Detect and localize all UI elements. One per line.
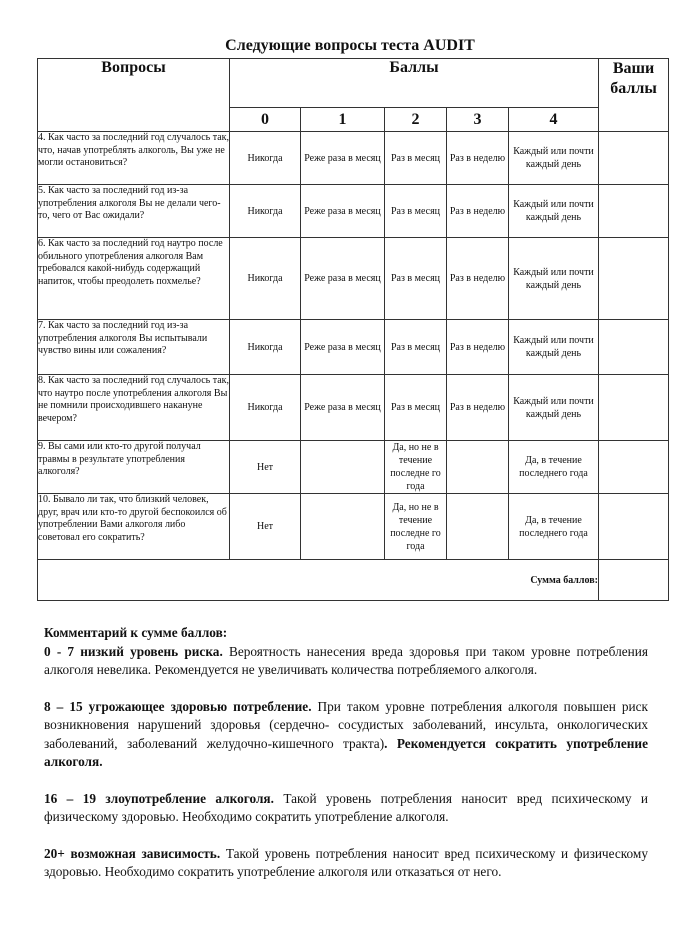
answer-cell: Реже раза в месяц — [301, 185, 385, 238]
answer-cell: Раз в неделю — [447, 185, 509, 238]
table-row — [38, 185, 669, 238]
score-header-3: 3 — [447, 108, 509, 132]
table-row — [38, 375, 669, 441]
comment-text: Такой уровень потребления наносит вред психическому и физическому здоровью. Необходимо сократить употребление алкоголя или отказаться от него. — [44, 845, 648, 879]
score-input-cell[interactable] — [599, 320, 669, 375]
question-cell: 4. Как часто за последний год случалось так, что, начав употреблять алкоголь, Вы уже не могли остановиться? — [38, 132, 230, 185]
table-row — [38, 238, 669, 320]
header-questions: Вопросы — [38, 59, 230, 132]
table-row — [38, 320, 669, 375]
score-input-cell[interactable] — [599, 441, 669, 494]
answer-cell: Да, в течение последнего года — [509, 494, 599, 560]
answer-cell: Каждый или почти каждый день — [509, 185, 599, 238]
comment-block-3 — [44, 845, 648, 882]
score-header-0: 0 — [230, 108, 301, 132]
audit-table — [37, 58, 669, 601]
sum-label: Сумма баллов: — [38, 560, 599, 601]
answer-cell: Каждый или почти каждый день — [509, 320, 599, 375]
answer-cell: Никогда — [230, 185, 301, 238]
comment-text: Вероятность нанесения вреда здоровья при таком уровне потребления алкоголя невелика. Рекомендуется не увеличивать количества потребляемого алкоголя. — [44, 643, 648, 677]
question-cell: 9. Вы сами или кто-то другой получал травмы в результате употребления алкоголя? — [38, 441, 230, 494]
table-row — [38, 441, 669, 494]
range-label: 8 – 15 угрожающее здоровью потребление. — [44, 698, 312, 714]
comment-text: При таком уровне потребления алкоголя повышен риск возникновения нарушений здоровья (сердечно- сосудистых заболеваний, инсульта, онкологических заболеваний, заболеваний желудочно-кишечного тракта) — [44, 698, 648, 751]
answer-cell — [447, 494, 509, 560]
answer-cell: Раз в месяц — [385, 375, 447, 441]
header-your-scores: Ваши баллы — [599, 59, 669, 132]
answer-cell — [301, 494, 385, 560]
comment-recommendation: . Рекомендуется сократить употребление алкоголя. — [44, 735, 648, 769]
answer-cell: Нет — [230, 494, 301, 560]
answer-cell: Каждый или почти каждый день — [509, 238, 599, 320]
answer-cell: Раз в месяц — [385, 185, 447, 238]
answer-cell: Раз в неделю — [447, 238, 509, 320]
answer-cell: Реже раза в месяц — [301, 238, 385, 320]
score-input-cell[interactable] — [599, 238, 669, 320]
comments-heading: Комментарий к сумме баллов: — [44, 625, 228, 640]
comment-block-1 — [44, 698, 648, 772]
score-input-cell[interactable] — [599, 375, 669, 441]
score-header-1: 1 — [301, 108, 385, 132]
sum-row — [38, 560, 669, 601]
answer-cell — [447, 441, 509, 494]
question-cell: 6. Как часто за последний год наутро после обильного употребления алкоголя Вам требовался какой-нибудь содержащий напиток, чтобы преодолеть похмелье? — [38, 238, 230, 320]
answer-cell: Раз в неделю — [447, 320, 509, 375]
answer-cell: Реже раза в месяц — [301, 320, 385, 375]
score-header-4: 4 — [509, 108, 599, 132]
answer-cell: Раз в неделю — [447, 375, 509, 441]
answer-cell: Реже раза в месяц — [301, 375, 385, 441]
answer-cell: Никогда — [230, 320, 301, 375]
comments-section — [44, 624, 648, 882]
comment-block-0 — [44, 643, 648, 680]
question-cell: 8. Как часто за последний год случалось так, что наутро после употребления алкоголя Вы не помнили происходившего накануне вечером? — [38, 375, 230, 441]
answer-cell: Нет — [230, 441, 301, 494]
sum-input-cell[interactable] — [599, 560, 669, 601]
answer-cell — [301, 441, 385, 494]
answer-cell: Раз в неделю — [447, 132, 509, 185]
table-row — [38, 132, 669, 185]
answer-cell: Никогда — [230, 375, 301, 441]
answer-cell: Никогда — [230, 132, 301, 185]
answer-cell: Никогда — [230, 238, 301, 320]
question-cell: 5. Как часто за последний год из-за употребления алкоголя Вы не делали чего-то, чего от Вас ожидали? — [38, 185, 230, 238]
answer-cell: Раз в месяц — [385, 320, 447, 375]
answer-cell: Раз в месяц — [385, 132, 447, 185]
answer-cell: Да, в течение последнего года — [509, 441, 599, 494]
answer-cell: Каждый или почти каждый день — [509, 132, 599, 185]
range-label: 0 - 7 низкий уровень риска. — [44, 643, 223, 659]
score-header-2: 2 — [385, 108, 447, 132]
score-input-cell[interactable] — [599, 132, 669, 185]
question-cell: 10. Бывало ли так, что близкий человек, друг, врач или кто-то другой беспокоился об употреблении Вами алкоголя либо советовал его сократить? — [38, 494, 230, 560]
question-cell: 7. Как часто за последний год из-за употребления алкоголя Вы испытывали чувство вины или сожаления? — [38, 320, 230, 375]
answer-cell: Раз в месяц — [385, 238, 447, 320]
answer-cell: Да, но не в течение последне го года — [385, 441, 447, 494]
page-title: Следующие вопросы теста AUDIT — [225, 37, 475, 54]
answer-cell: Да, но не в течение последне го года — [385, 494, 447, 560]
range-label: 16 – 19 злоупотребление алкоголя. — [44, 790, 274, 806]
score-input-cell[interactable] — [599, 494, 669, 560]
answer-cell: Каждый или почти каждый день — [509, 375, 599, 441]
score-input-cell[interactable] — [599, 185, 669, 238]
range-label: 20+ возможная зависимость. — [44, 845, 221, 861]
table-row — [38, 494, 669, 560]
comment-text: Такой уровень потребления наносит вред психическому и физическому здоровью. Необходимо сократить употребление алкоголя. — [44, 790, 648, 824]
answer-cell: Реже раза в месяц — [301, 132, 385, 185]
comment-block-2 — [44, 790, 648, 827]
header-scores: Баллы — [230, 59, 599, 108]
